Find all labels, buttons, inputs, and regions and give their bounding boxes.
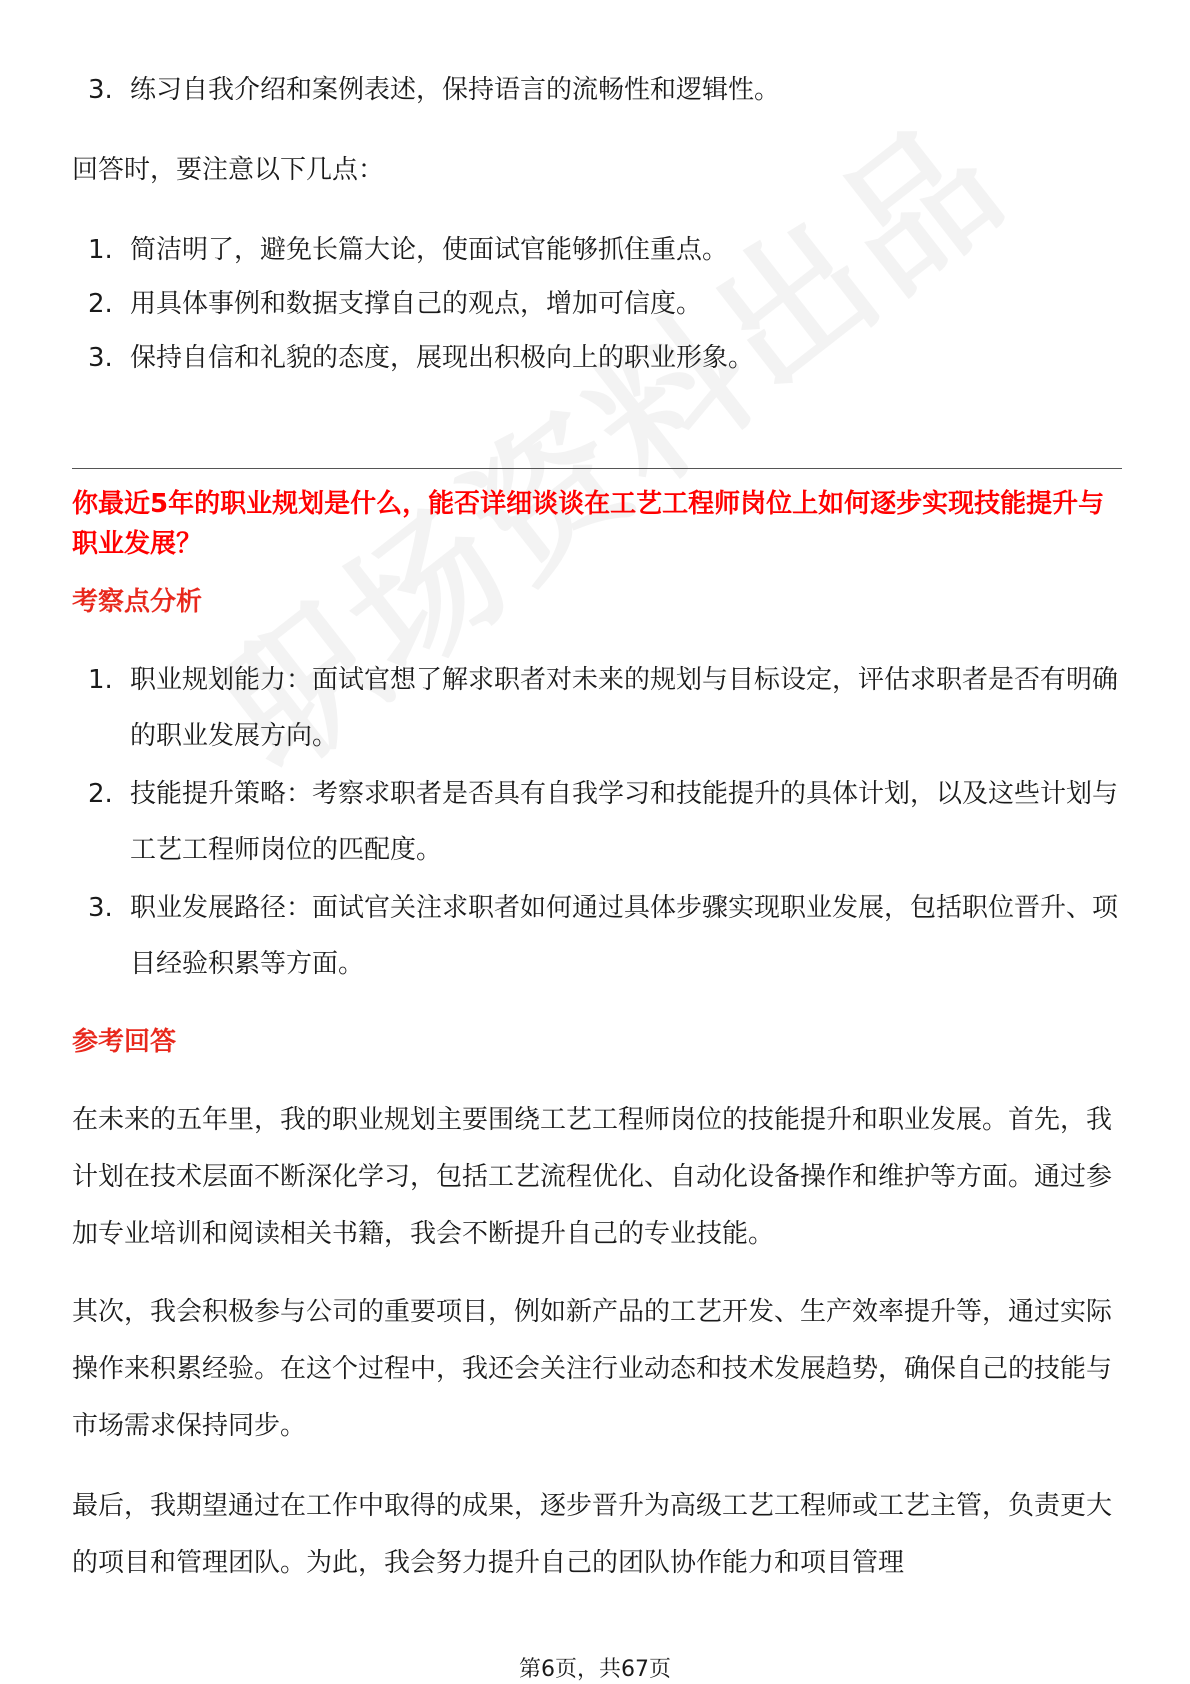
- list-text: 简洁明了，避免长篇大论，使面试官能够抓住重点。: [130, 235, 729, 265]
- list-text: 职业规划能力：面试官想了解求职者对未来的规划与目标设定，评估求职者是否有明确的职业发展方向。: [130, 665, 1119, 751]
- list-item: [88, 330, 1120, 386]
- list-number: 3.: [88, 75, 113, 105]
- list-item: [88, 62, 1120, 118]
- divider: [72, 468, 1122, 469]
- list-item: [88, 766, 1120, 878]
- list-number: 3.: [88, 343, 113, 373]
- list-text: 用具体事例和数据支撑自己的观点，增加可信度。: [130, 289, 703, 319]
- list-number: 2.: [88, 289, 113, 319]
- reference-paragraph: 在未来的五年里，我的职业规划主要围绕工艺工程师岗位的技能提升和职业发展。首先，我计划在技术层面不断深化学习，包括工艺流程优化、自动化设备操作和维护等方面。通过参加专业培训和阅读相关书籍，我会不断提升自己的专业技能。: [72, 1105, 1113, 1249]
- question-title: 你最近5年的职业规划是什么，能否详细谈谈在工艺工程师岗位上如何逐步实现技能提升与职业发展？: [72, 489, 1105, 559]
- list-text: 技能提升策略：考察求职者是否具有自我学习和技能提升的具体计划，以及这些计划与工艺工程师岗位的匹配度。: [130, 779, 1119, 865]
- list-item: [88, 222, 1120, 278]
- list-number: 1.: [88, 235, 113, 265]
- reference-paragraph: 最后，我期望通过在工作中取得的成果，逐步晋升为高级工艺工程师或工艺主管，负责更大的项目和管理团队。为此，我会努力提升自己的团队协作能力和项目管理: [72, 1491, 1113, 1578]
- reference-heading: 参考回答: [72, 1027, 177, 1057]
- list-text: 练习自我介绍和案例表述，保持语言的流畅性和逻辑性。: [130, 75, 781, 105]
- analysis-heading: 考察点分析: [72, 587, 203, 617]
- list-item: [88, 880, 1120, 992]
- page-footer: 第6页，共67页: [519, 1657, 671, 1682]
- list-number: 3.: [88, 893, 113, 923]
- answer-tips-intro: 回答时，要注意以下几点：: [72, 155, 385, 185]
- list-text: 保持自信和礼貌的态度，展现出积极向上的职业形象。: [130, 343, 755, 373]
- list-number: 1.: [88, 665, 113, 695]
- list-text: 职业发展路径：面试官关注求职者如何通过具体步骤实现职业发展，包括职位晋升、项目经验积累等方面。: [130, 893, 1119, 979]
- reference-paragraph: 其次，我会积极参与公司的重要项目，例如新产品的工艺开发、生产效率提升等，通过实际操作来积累经验。在这个过程中，我还会关注行业动态和技术发展趋势，确保自己的技能与市场需求保持同步。: [72, 1297, 1113, 1441]
- list-item: [88, 276, 1120, 332]
- list-item: [88, 652, 1120, 764]
- list-number: 2.: [88, 779, 113, 809]
